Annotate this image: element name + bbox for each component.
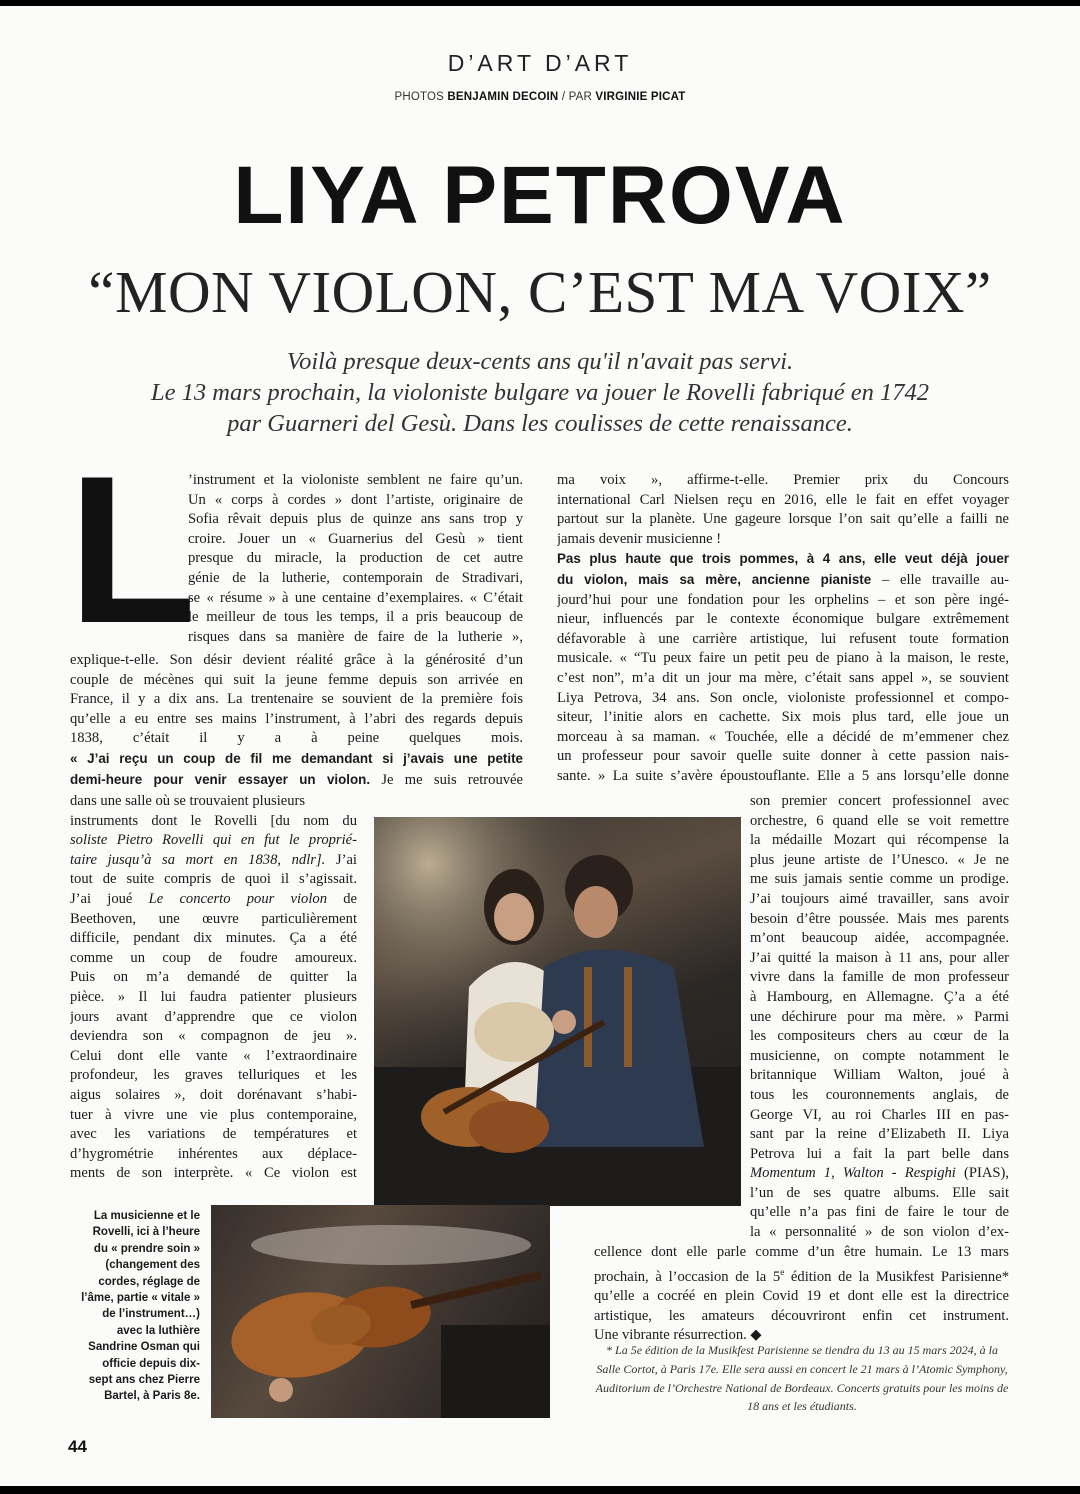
text-line: se « résume » à une centaine d’exemplaires. « C’était: [188, 589, 523, 606]
text-line: partout sur la planète. Une gageure lorsque l’on sait qu’elle a failli ne: [557, 511, 1009, 528]
text-line: sant par la reine d’Elizabeth II. Liya: [750, 1126, 1009, 1143]
text-fragment: taire jusqu’à sa mort en 1838, ndlr].: [70, 851, 326, 868]
text-line: dans une salle où se trouvaient plusieurs: [70, 793, 306, 809]
text-line: me suis jamais sentie comme un prodige.: [750, 871, 1009, 888]
text-line: musicienne, on compte notamment le: [750, 1047, 1009, 1064]
text-line: artistique, les amateurs découvriront enfin cet instrument.: [594, 1307, 1009, 1324]
text-fragment: (PIAS),: [955, 1165, 1009, 1182]
text-line: Une vibrante résurrection. ◆: [594, 1327, 762, 1344]
text-line: instruments dont le Rovelli [du nom du: [70, 812, 357, 829]
text-line: international Carl Nielsen reçu en 2016, elle le fait en effet voyager: [557, 491, 1009, 508]
album-title: Momentum 1, Walton - Respighi: [750, 1165, 956, 1182]
text-line: ma voix », affirme-t-elle. Premier prix du Concours: [557, 472, 1009, 488]
text-line: m’ont beaucoup aidée, accompagnée.: [750, 930, 1009, 947]
text-line: tout de suite compris de quoi il s’agissait.: [70, 871, 357, 888]
photographer-name: BENJAMIN DECOIN: [447, 91, 559, 103]
photo-violin-closeup: [211, 1205, 550, 1418]
text-line: comme un coup de foudre amoureux.: [70, 949, 357, 966]
text-line: George VI, au roi Charles III en pas-: [750, 1106, 1009, 1123]
text-line: Celui dont elle vante « l’extraordinaire: [70, 1047, 357, 1064]
deck-line: Le 13 mars prochain, la violoniste bulgare va jouer le Rovelli fabriqué en 1742: [151, 379, 929, 406]
text-line: morceau à sa maman. « Touchée, elle a décidé de m’emmener chez: [557, 728, 1009, 745]
caption-text: La musicienne et le Rovelli, ici à l’heure du « prendre soin » (changement des cordes, réglage de l’âme, partie « vitale » de l’instrument…) avec la luthière Sandrine Osman qui officie depuis dix-sept ans chez Pierre Bartel, à Paris 8e.: [81, 1210, 200, 1403]
top-border: [0, 0, 1080, 6]
text-line: [557, 570, 1009, 591]
text-line: [70, 749, 523, 770]
text-line: Beethoven, une œuvre particulièrement: [70, 910, 357, 927]
text-line: un professeur pour savoir quelle suite donner à cette passion nais-: [557, 748, 1009, 765]
text-line: pièce. » Il lui faudra patienter plusieurs: [70, 988, 357, 1005]
text-line: difficile, pendant dix minutes. Ça a été: [70, 930, 357, 947]
text-line: à Hambourg, en Allemagne. Ç’a a été: [750, 988, 1009, 1005]
text-line: génie de la lutherie, contemporain de Stradivari,: [188, 569, 523, 586]
column-left-full: [70, 651, 523, 790]
text-line: une déchirure pour ma mère. » Parmi: [750, 1008, 1009, 1025]
text-line: ’instrument et la violoniste semblent ne faire qu’un.: [188, 472, 523, 488]
text-fragment: Le concerto pour violon: [148, 890, 327, 907]
text-line: presque du miracle, la production de cet autre: [188, 550, 523, 567]
text-line: sante. » La suite s’avère époustouflante. Elle a 5 ans lorsqu’elle donne: [557, 767, 1009, 784]
credits-photos-label: PHOTOS: [394, 91, 448, 103]
photo-luthier-illustration: [374, 817, 741, 1206]
deck-line: Voilà presque deux-cents ans qu'il n'avait pas servi.: [286, 348, 794, 375]
text-line: [594, 1263, 1009, 1287]
text-fragment: prochain, à l’occasion de la 5: [594, 1268, 781, 1285]
text-line: Un « corps à cordes » dont l’artiste, originaire de: [188, 491, 523, 508]
text-line: siteur, l’initie alors en cachette. Six mois plus tard, elle joue un: [557, 709, 1009, 726]
text-line: jours avant d’apprendre que ce violon: [70, 1008, 357, 1025]
column-left-narrow: [70, 792, 357, 1184]
footnote: [594, 1341, 1010, 1416]
text-line: couple de mécènes qui suit la jeune femme depuis son arrivée en: [70, 671, 523, 688]
column-right-narrow: [750, 792, 1009, 1243]
text-line: cellence dont elle parle comme d’un être humain. Le 13 mars: [594, 1244, 1009, 1260]
text-line: ments de son interprète. « Ce violon est: [70, 1165, 357, 1182]
lead-in-bold: Pas plus haute que trois pommes, à 4 ans, elle veut déjà jouer: [557, 551, 1009, 567]
text-line: les compositeurs chers au cœur de la: [750, 1028, 1009, 1045]
text-line: la médaille Mozart qui récompense la: [750, 832, 1009, 849]
section-header: D’ART D’ART: [447, 50, 633, 76]
text-line: [750, 1164, 1009, 1184]
text-line: explique-t-elle. Son désir devient réalité grâce à la générosité d’un: [70, 652, 523, 668]
article-title: LIYA PETROVA: [233, 150, 847, 241]
text-line: le meilleur de tous les temps, il a pris beaucoup de: [188, 609, 523, 626]
credits-separator: / PAR: [561, 91, 596, 103]
text-line: Sofia rêvait depuis plus de quinze ans sans trop y: [188, 511, 523, 528]
text-line: jamais devenir musicienne !: [557, 530, 722, 547]
text-fragment: J’ai: [325, 851, 357, 868]
footnote-text: * La 5e édition de la Musikfest Parisienne se tiendra du 13 au 15 mars 2024, à la Salle Cortot, à Paris 17e. Elle sera aussi en concert le 21 mars à l’Atomic Symphony, Auditorium de l’Orchestre National de Bordeaux. Concerts gratuits pour les moins de 18 ans et les étudiants.: [595, 1343, 1009, 1414]
text-fragment: – elle travaille au-: [871, 571, 1009, 588]
text-line: tous les couronnements anglais, de: [750, 1086, 1009, 1103]
text-line: son premier concert professionnel avec: [750, 793, 1009, 809]
superscript: e: [780, 1266, 785, 1277]
text-line: profondeur, les graves telluriques et les: [70, 1067, 357, 1084]
text-line: c’est non”, m’a dit un jour ma mère, c’était sans appel », se souvient: [557, 669, 1009, 686]
author-name: VIRGINIE PICAT: [595, 91, 686, 103]
text-line: [70, 890, 357, 910]
text-fragment: J’ai joué: [70, 890, 149, 907]
text-fragment: de: [327, 890, 357, 907]
text-line: nieur, influencés par le contexte économique bulgare extrêmement: [557, 611, 1009, 628]
text-line: France, il y a dix ans. La trentenaire se souvient de la première fois: [70, 691, 523, 708]
lead-in-bold: du violon, mais sa mère, ancienne pianiste: [557, 571, 872, 587]
column-left-dropcap: [188, 471, 523, 647]
text-line: J’ai quitté la maison à 11 ans, pour aller: [750, 949, 1009, 966]
text-fragment: Je me suis retrouvée: [370, 771, 523, 788]
text-line: jourd’hui pour une fondation pour les orphelins – et son père ingé-: [557, 591, 1009, 608]
column-right-lower: [594, 1243, 1009, 1346]
text-line: croire. Jouer un « Guarnerius del Gesù » tient: [188, 530, 523, 547]
text-line: la « personnalité » de son violon d’ex-: [750, 1224, 1009, 1241]
text-line: l’un de ses quatre albums. Elle sait: [750, 1184, 1009, 1201]
article-deck: [0, 346, 1080, 439]
photo-violin-illustration: [211, 1205, 550, 1418]
text-line: [70, 851, 357, 871]
deck-line: par Guarneri del Gesù. Dans les coulisses de cette renaissance.: [227, 410, 853, 437]
text-line: Petrova lui a fait la part belle dans: [750, 1145, 1009, 1162]
text-line: musicale. « “Tu peux faire un petit peu de piano à la maison, le reste,: [557, 650, 1009, 667]
text-line: Liya Petrova, 34 ans. Son oncle, violoniste professionnel et compo-: [557, 689, 1009, 706]
drop-cap: L: [68, 432, 197, 667]
page-number: 44: [68, 1437, 87, 1456]
photo-credits: [0, 91, 1080, 103]
text-line: Puis on m’a demandé de quitter la: [70, 969, 357, 986]
text-line: [70, 770, 523, 791]
text-line: orchestre, 6 quand elle se voit remettre: [750, 812, 1009, 829]
photo-luthier-workshop: [374, 817, 741, 1206]
text-line: qu’elle a cocréé en plein Covid 19 et dont elle est la directrice: [594, 1288, 1009, 1305]
text-line: qu’elle n’a pas fini de faire le tour de: [750, 1204, 1009, 1221]
column-right-full: [557, 471, 1009, 787]
text-line: avec les variations de températures et: [70, 1126, 357, 1143]
text-line: défavorable à une carrière artistique, lui refusent toute formation: [557, 630, 1009, 647]
text-line: risques dans sa manière de faire de la lutherie »,: [188, 628, 523, 645]
text-fragment: édition de la Musikfest Parisienne*: [784, 1268, 1009, 1285]
text-line: besoin d’être poussée. Mais mes parents: [750, 910, 1009, 927]
text-line: 1838, c’était il y a à peine quelques mois.: [70, 730, 523, 747]
text-line: d’hygrométrie inhérentes aux déplace-: [70, 1145, 357, 1162]
lead-in-bold: demi-heure pour venir essayer un violon.: [70, 771, 371, 787]
text-line: [557, 549, 1009, 570]
text-line: qu’elle a eu entre ses mains l’instrument, à l’abri des regards depuis: [70, 710, 523, 727]
photo-caption: [80, 1208, 200, 1405]
text-line: vivre dans la famille de mon professeur: [750, 969, 1009, 986]
text-line: deviendra son « compagnon de jeu ».: [70, 1028, 357, 1045]
lead-in-bold: « J’ai reçu un coup de fil me demandant si j’avais une petite: [70, 750, 523, 766]
text-line: plus jeune artiste de l’Unesco. « Je ne: [750, 851, 1009, 868]
article-subtitle: “MON VIOLON, C’EST MA VOIX”: [88, 259, 992, 325]
text-line: J’ai toujours aimé travailler, sans avoir: [750, 890, 1009, 907]
text-line: aigus solaires », doit dorénavant s’habi-: [70, 1086, 357, 1103]
text-line: tuer à vivre une vie plus contemporaine,: [70, 1106, 357, 1123]
text-line: soliste Pietro Rovelli qui en fut le proprié-: [70, 832, 357, 849]
text-line: britannique William Walton, joué à: [750, 1067, 1009, 1084]
